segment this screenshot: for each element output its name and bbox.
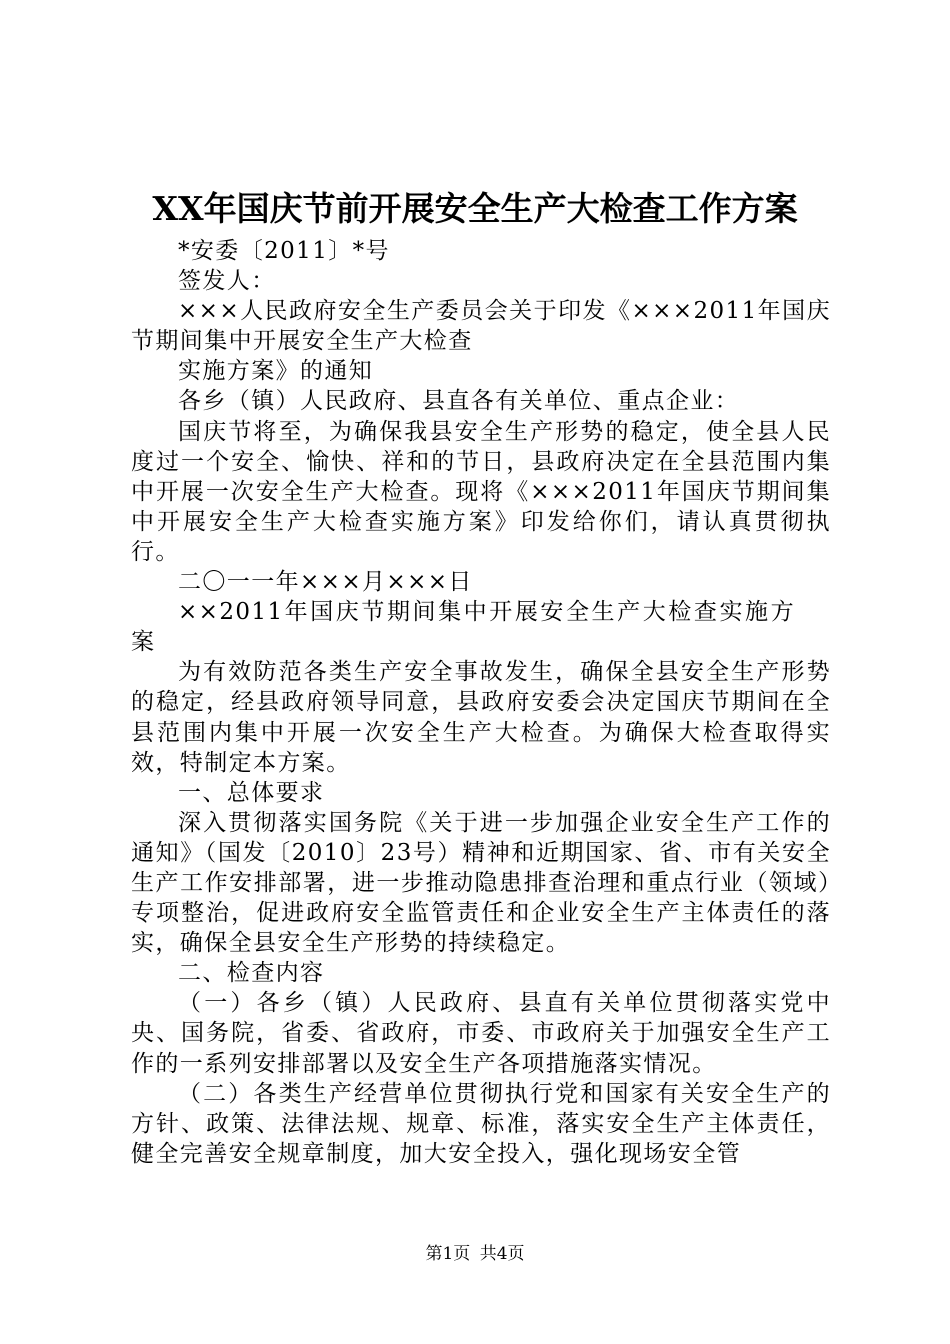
paragraph: 为有效防范各类生产安全事故发生，确保全县安全生产形势的稳定，经县政府领导同意，县政府安委会决定国庆节期间在全县范围内集中开展一次安全生产大检查。为确保大检查取得实效，特制定本方案。 [131,659,831,776]
page-footer [0,1242,950,1266]
section-heading: 二、检查内容 [178,960,325,987]
signer-line: 签发人： [178,268,276,295]
document-body [131,236,831,1169]
date-line: 二〇一一年×××月×××日 [178,569,473,596]
paragraph: （二）各类生产经营单位贯彻执行党和国家有关安全生产的方针、政策、法律法规、规章、标准，落实安全生产主体责任，健全完善安全规章制度，加大安全投入，强化现场安全管 [131,1080,831,1167]
page-number: 第1页 [425,1244,471,1264]
page-total: 共4页 [479,1244,525,1264]
doc-number: *安委〔2011〕*号 [178,238,390,264]
section-heading: 一、总体要求 [178,779,325,806]
document-title: XX年国庆节前开展安全生产大检查工作方案 [152,189,798,228]
paragraph: 深入贯彻落实国务院《关于进一步加强企业安全生产工作的通知》（国发〔2010〕23号）精神和近期国家、省、市有关安全生产工作安排部署，进一步推动隐患排查治理和重点行业（领域）专项整治，促进政府安全监管责任和企业安全生产主体责任的落实，确保全县安全生产形势的持续稳定。 [131,809,831,957]
recipients-line: 各乡（镇）人民政府、县直各有关单位、重点企业： [178,388,740,415]
plan-title: ××2011年国庆节期间集中开展安全生产大检查实施方案 [131,599,795,656]
paragraph: 国庆节将至，为确保我县安全生产形势的稳定，使全县人民度过一个安全、愉快、祥和的节日，县政府决定在全县范围内集中开展一次安全生产大检查。现将《×××2011年国庆节期间集中开展安全生产大检查实施方案》印发给你们，请认真贯彻执行。 [131,418,831,565]
notice-heading-cont: 实施方案》的通知 [178,358,374,385]
paragraph: （一）各乡（镇）人民政府、县直有关单位贯彻落实党中央、国务院，省委、省政府，市委、市政府关于加强安全生产工作的一系列安排部署以及安全生产各项措施落实情况。 [131,990,831,1077]
notice-heading: ×××人民政府安全生产委员会关于印发《×××2011年国庆节期间集中开展安全生产大检查 [131,298,831,355]
